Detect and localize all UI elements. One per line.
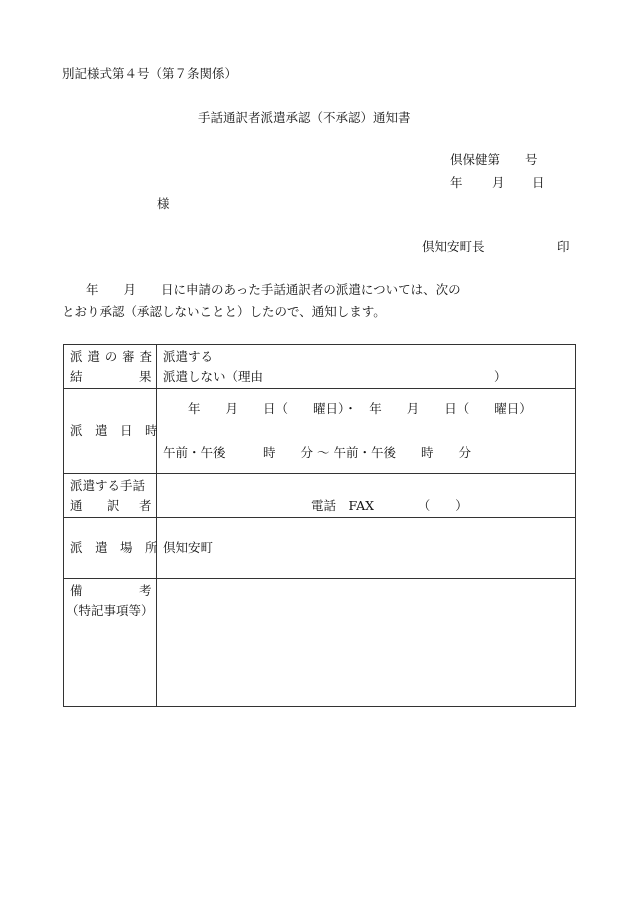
datetime-times: 午前・午後 時 分 ～ 午前・午後 時 分 xyxy=(163,445,471,460)
body-text-line2: とおり承認（承認しないことと）したので、通知します。 xyxy=(62,304,386,319)
interpreter-label-cell: 派遣する手話 通 訳 者 xyxy=(64,474,157,517)
place-value: 倶知安町 xyxy=(163,540,214,555)
table-row-interpreter xyxy=(64,474,575,518)
table-row-remarks xyxy=(64,579,575,707)
table-row-place xyxy=(64,518,575,579)
interpreter-contact: 電話 FAX （ ） xyxy=(311,498,468,513)
result-label-bottom-right: 果 xyxy=(139,369,152,384)
table-row-result xyxy=(64,345,575,389)
date-day-label: 日 xyxy=(532,175,545,190)
issuer-name: 倶知安町長 xyxy=(422,239,485,254)
result-option-approve: 派遣する xyxy=(163,349,214,364)
result-option-deny: 派遣しない（理由 xyxy=(163,369,264,384)
date-year-label: 年 xyxy=(450,175,463,190)
remarks-label-left: 備 xyxy=(70,583,83,598)
addressee-suffix: 様 xyxy=(157,196,170,211)
seal-mark: 印 xyxy=(557,239,570,254)
place-label-cell xyxy=(64,518,157,578)
result-option-deny-close: ） xyxy=(494,369,507,384)
reference-number: 倶保健第 号 xyxy=(450,152,538,167)
place-label: 派 遣 場 所 xyxy=(70,540,158,555)
datetime-dates: 年 月 日（ 曜日）・ 年 月 日（ 曜日） xyxy=(188,401,532,416)
remarks-label-right: 考 xyxy=(139,583,152,598)
result-label-top: 派 遣 の 審 査 xyxy=(70,349,152,364)
document-title: 手話通訳者派遣承認（不承認）通知書 xyxy=(198,110,411,125)
date-month-label: 月 xyxy=(492,175,505,190)
table-row-datetime xyxy=(64,389,575,474)
datetime-label: 派 遣 日 時 xyxy=(70,423,158,438)
body-text-line1: 年 月 日に申請のあった手話通訳者の派遣については、次の xyxy=(86,282,461,297)
datetime-label-cell xyxy=(64,389,157,473)
remarks-label-sub: （特記事項等） xyxy=(66,603,154,618)
form-number: 別記様式第４号（第７条関係） xyxy=(62,66,238,81)
interpreter-label-top: 派遣する手話 xyxy=(70,478,146,493)
result-label-cell xyxy=(64,345,157,388)
remarks-label-cell xyxy=(64,579,157,707)
dispatch-form-table xyxy=(63,344,576,707)
result-label-bottom-left: 結 xyxy=(70,369,83,384)
